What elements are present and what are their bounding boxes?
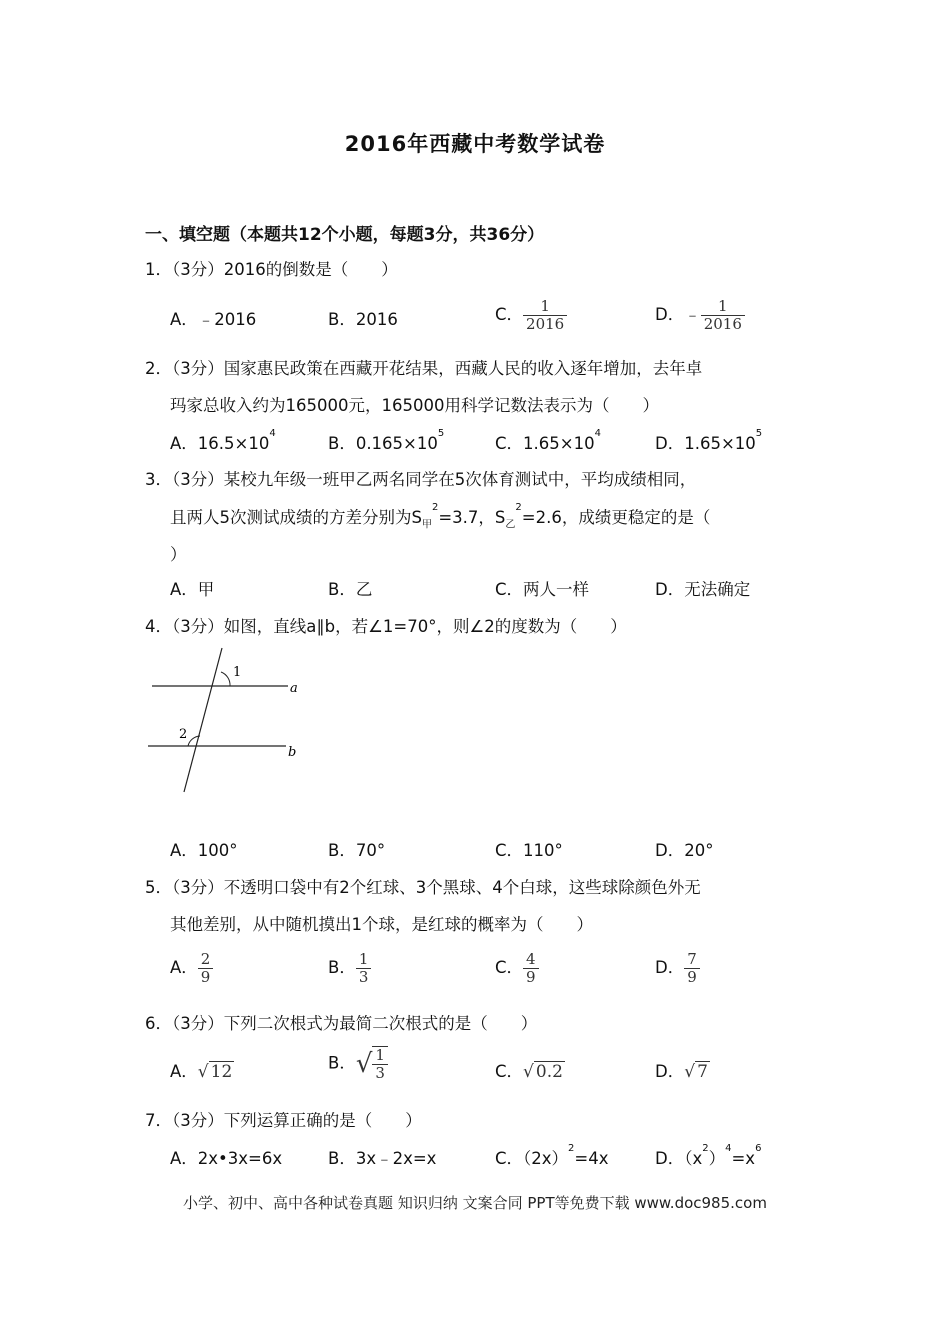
parallel-lines-figure bbox=[140, 640, 320, 800]
q2-option-b: B．$0.165\times 10^5$ bbox=[328, 428, 445, 453]
q1-option-d: D．﹣ $\frac{1}{2016}$ bbox=[655, 298, 745, 333]
q2-option-c: C．$1.65\times 10^4$ bbox=[495, 428, 601, 453]
angle-2-label: 2 bbox=[179, 727, 188, 742]
q3-option-c: C．两人一样 bbox=[495, 580, 590, 599]
angle-1-arc bbox=[221, 672, 230, 686]
q5-option-c: C． $\frac{4}{9}$ bbox=[495, 951, 539, 986]
q4-option-d: D．20° bbox=[655, 841, 714, 860]
question-7-stem: 7．（3分）下列运算正确的是（ ） bbox=[145, 1111, 422, 1130]
q3-option-b: B．乙 bbox=[328, 580, 373, 599]
q6-option-a: A．√ 12 bbox=[170, 1062, 233, 1082]
q1-option-c: C． $\frac{1}{2016}$ bbox=[495, 298, 567, 333]
q7-option-d: D．$(x^2)^4=x^6$ bbox=[655, 1143, 762, 1168]
line-b-label: b bbox=[288, 745, 297, 760]
page-footer: 小学、初中、高中各种试卷真题 知识归纳 文案合同 PPT等免费下载 www.doc985.com bbox=[183, 1194, 767, 1212]
q7-option-a: A．2x•3x=6x bbox=[170, 1149, 283, 1168]
q4-option-b: B．70° bbox=[328, 841, 386, 860]
question-3-line-3: ） bbox=[170, 545, 187, 564]
q5-option-b: B． $\frac{1}{3}$ bbox=[328, 951, 371, 986]
line-a-label: a bbox=[290, 681, 298, 696]
q3-option-d: D．无法确定 bbox=[655, 580, 751, 599]
question-1-stem: 1．（3分）2016的倒数是（ ） bbox=[145, 260, 398, 279]
q1-option-b: B．2016 bbox=[328, 310, 398, 329]
question-5-line-1: 5．（3分）不透明口袋中有2个红球、3个黑球、4个白球，这些球除颜色外无 bbox=[145, 878, 701, 897]
q3-option-a: A．甲 bbox=[170, 580, 215, 599]
question-4-stem: 4．（3分）如图，直线a∥b，若∠1=70°，则∠2的度数为（ ） bbox=[145, 617, 627, 636]
question-3-line-1: 3．（3分）某校九年级一班甲乙两名同学在5次体育测试中，平均成绩相同， bbox=[145, 470, 697, 489]
q6-option-c: C．√ 0.2 bbox=[495, 1062, 563, 1082]
angle-1-label: 1 bbox=[233, 665, 242, 680]
q4-option-a: A．100° bbox=[170, 841, 238, 860]
question-3-line-2: 且两人5次测试成绩的方差分别为$S_甲^2=3.7$，$S_乙^2=2.6$，成绩更稳定的是（ bbox=[170, 502, 711, 531]
q6-option-d: D．√ 7 bbox=[655, 1062, 708, 1082]
q5-option-a: A． $\frac{2}{9}$ bbox=[170, 951, 213, 986]
q1-option-a: A．﹣2016 bbox=[170, 310, 257, 329]
section-heading: 一、填空题（本题共12个小题，每题3分，共36分） bbox=[145, 225, 545, 245]
q2-option-a: A．$16.5\times 10^4$ bbox=[170, 428, 276, 453]
q7-option-b: B．3x﹣2x=x bbox=[328, 1149, 437, 1168]
question-2-line-1: 2．（3分）国家惠民政策在西藏开花结果，西藏人民的收入逐年增加，去年卓 bbox=[145, 359, 703, 378]
question-6-stem: 6．（3分）下列二次根式为最简二次根式的是（ ） bbox=[145, 1014, 538, 1033]
q2-option-d: D．$1.65\times 10^5$ bbox=[655, 428, 763, 453]
q4-option-c: C．110° bbox=[495, 841, 563, 860]
q7-option-c: C．$(2x)^2=4x$ bbox=[495, 1143, 609, 1168]
q6-option-b: B．√ $\frac{1}{3}$ bbox=[328, 1046, 388, 1082]
question-2-line-2: 玛家总收入约为165000元，165000用科学记数法表示为（ ） bbox=[170, 396, 659, 415]
q5-option-d: D． $\frac{7}{9}$ bbox=[655, 951, 700, 986]
page-title: 2016年西藏中考数学试卷 bbox=[344, 132, 606, 156]
question-5-line-2: 其他差别，从中随机摸出1个球，是红球的概率为（ ） bbox=[170, 915, 593, 934]
transversal-line bbox=[184, 648, 222, 792]
